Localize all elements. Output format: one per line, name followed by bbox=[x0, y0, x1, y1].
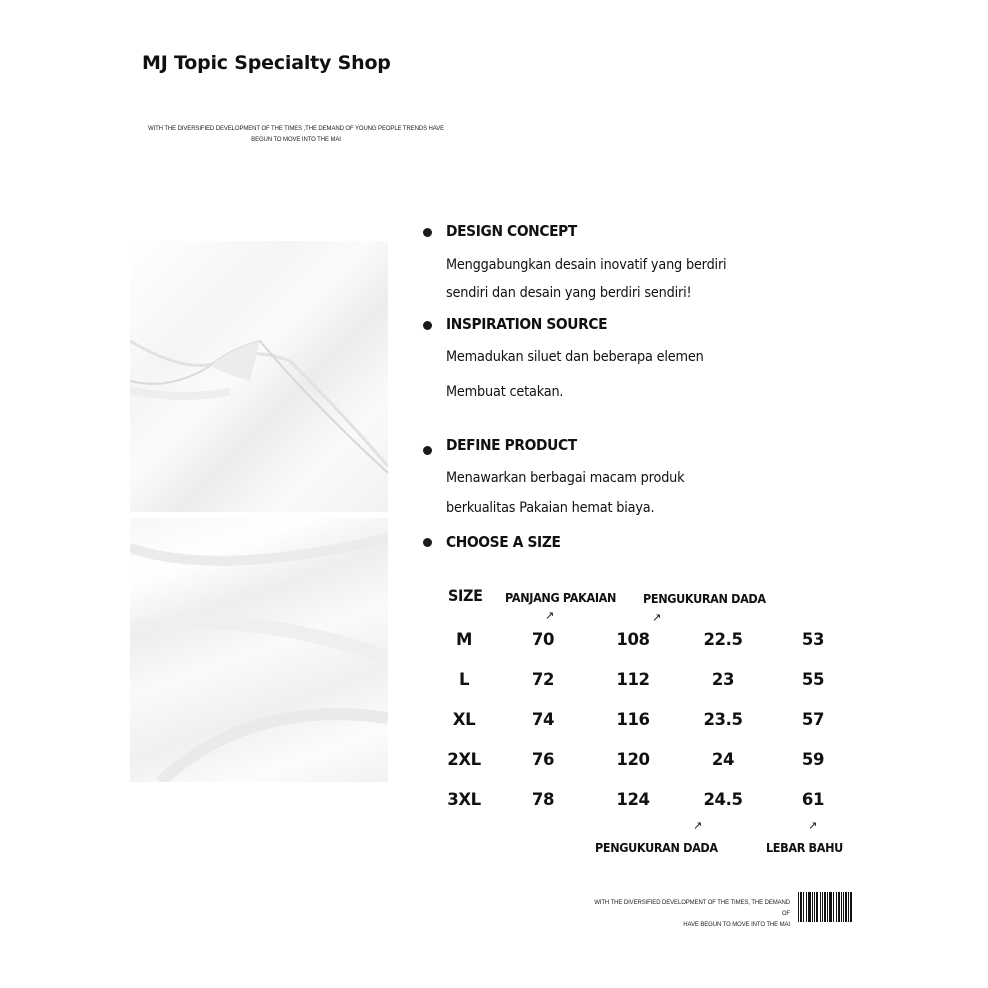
design-text-line1: Menggabungkan desain inovatif yang berdiri bbox=[446, 257, 727, 273]
table-cell: 74 bbox=[531, 710, 555, 729]
table-cell: 78 bbox=[531, 790, 555, 809]
table-cell: XL bbox=[452, 710, 476, 729]
table-cell: 120 bbox=[616, 750, 650, 769]
arrow-up-right-icon: ↗ bbox=[545, 609, 555, 622]
header-length: PANJANG PAKAIAN bbox=[505, 590, 617, 605]
table-cell: 24 bbox=[711, 750, 735, 769]
table-cell: 55 bbox=[801, 670, 825, 689]
table-cell: 116 bbox=[616, 710, 650, 729]
fabric-photo-hem bbox=[130, 241, 388, 512]
tagline-bottom-line2: HAVE BEGUN TO MOVE INTO THE MAI bbox=[683, 922, 790, 928]
table-cell: 57 bbox=[801, 710, 825, 729]
table-cell: L bbox=[458, 670, 470, 689]
table-cell: 53 bbox=[801, 630, 825, 649]
table-cell: 22.5 bbox=[703, 630, 743, 649]
arrow-up-right-icon: ↗ bbox=[808, 819, 818, 832]
table-cell: M bbox=[455, 630, 473, 649]
table-cell: 70 bbox=[531, 630, 555, 649]
tagline-top-line2: BEGUN TO MOVE INTO THE MAI bbox=[251, 137, 341, 143]
table-cell: 3XL bbox=[447, 790, 481, 809]
tagline-top-line1: WITH THE DIVERSIFIED DEVELOPMENT OF THE TIMES ,THE DEMAND OF YOUNG PEOPLE TRENDS HAVE bbox=[147, 126, 445, 132]
section-title-design: DESIGN CONCEPT bbox=[446, 222, 577, 240]
define-text-line2: berkualitas Pakaian hemat biaya. bbox=[446, 500, 655, 516]
inspiration-text-line2: Membuat cetakan. bbox=[446, 384, 564, 400]
tagline-bottom bbox=[590, 898, 790, 931]
section-title-choose: CHOOSE A SIZE bbox=[446, 533, 561, 551]
footer-header-chest: PENGUKURAN DADA bbox=[595, 840, 718, 855]
header-chest: PENGUKURAN DADA bbox=[643, 591, 766, 606]
arrow-up-right-icon: ↗ bbox=[693, 819, 703, 832]
size-column-header: SIZE bbox=[448, 586, 483, 605]
section-title-inspiration: INSPIRATION SOURCE bbox=[446, 315, 608, 333]
fabric-photo-folds bbox=[130, 518, 388, 782]
bullet-dot-icon bbox=[423, 321, 432, 330]
table-cell: 124 bbox=[616, 790, 650, 809]
bullet-dot-icon bbox=[423, 446, 432, 455]
table-cell: 59 bbox=[801, 750, 825, 769]
bullet-dot-icon bbox=[423, 228, 432, 237]
inspiration-text-line1: Memadukan siluet dan beberapa elemen bbox=[446, 349, 704, 365]
table-cell: 2XL bbox=[447, 750, 481, 769]
fabric-folds-drawing bbox=[130, 518, 388, 782]
table-cell: 112 bbox=[616, 670, 650, 689]
arrow-up-right-icon: ↗ bbox=[652, 611, 662, 624]
bullet-dot-icon bbox=[423, 538, 432, 547]
table-cell: 76 bbox=[531, 750, 555, 769]
fabric-hem-drawing bbox=[130, 241, 388, 512]
table-cell: 61 bbox=[801, 790, 825, 809]
design-text-line2: sendiri dan desain yang berdiri sendiri! bbox=[446, 285, 692, 301]
table-cell: 23.5 bbox=[703, 710, 743, 729]
table-cell: 108 bbox=[616, 630, 650, 649]
section-title-define: DEFINE PRODUCT bbox=[446, 436, 577, 454]
barcode-icon bbox=[798, 892, 852, 922]
table-cell: 24.5 bbox=[703, 790, 743, 809]
table-cell: 23 bbox=[711, 670, 735, 689]
define-text-line1: Menawarkan berbagai macam produk bbox=[446, 470, 685, 486]
table-cell: 72 bbox=[531, 670, 555, 689]
shop-title: MJ Topic Specialty Shop bbox=[142, 52, 391, 74]
footer-header-shoulder: LEBAR BAHU bbox=[766, 840, 843, 855]
tagline-top bbox=[146, 124, 446, 146]
tagline-bottom-line1: WITH THE DIVERSIFIED DEVELOPMENT OF THE TIMES, THE DEMAND OF bbox=[594, 900, 790, 917]
